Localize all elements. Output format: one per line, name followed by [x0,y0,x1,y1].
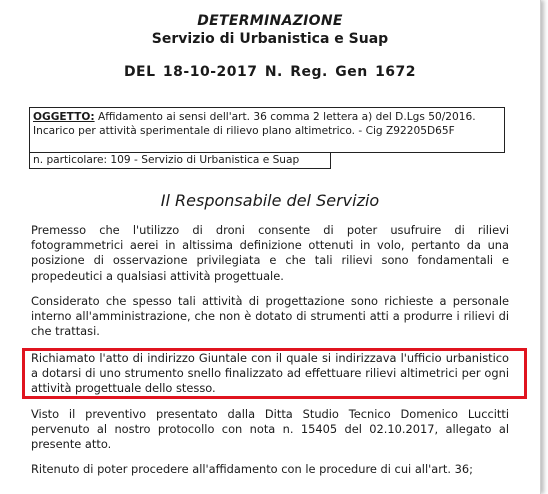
paragraph-visto: Visto il preventivo presentato dalla Ditta Studio Tecnico Domenico Luccitti pervenuto al nostro protocollo con nota n. 15405 del 02.10.2017, allegato al presente atto. [31,407,509,452]
document-title: DETERMINAZIONE [197,13,343,29]
particolare-box: n. particolare: 109 - Servizio di Urbanistica e Suap [29,153,331,169]
responsabile-heading: Il Responsabile del Servizio [160,191,380,210]
paragraph-premesso: Premesso che l'utilizzo di droni consente di poter usufruire di rilievi fotogrammetrici aerei in altissima definizione ottenuti in volo, pertanto da una posizione di osservazione privilegiata e che tali rilievi sono fondamentali e propedeutici a qualsiasi attività progettuale. [31,223,509,283]
oggetto-box [29,107,505,153]
paragraph-considerato: Considerato che spesso tali attività di progettazione sono richieste a personale interno all'amministrazione, che non è dotato di strumenti atti a produrre i rilievi di che trattasi. [31,294,509,339]
oggetto-text: Affidamento ai sensi dell'art. 36 comma 2 lettera a) del D.Lgs 50/2016. Incarico per attività sperimentale di rilievo plano altimetrico. - Cig Z92205D65F [33,111,476,137]
paragraph-richiamato: Richiamato l'atto di indirizzo Giuntale con il quale si indirizzava l'ufficio urbanistico a dotarsi di uno strumento snello finalizzato ad effettuare rilievi altimetrici per ogni attività progettuale dello stesso. [31,351,509,396]
paragraph-ritenuto: Ritenuto di poter procedere all'affidamento con le procedure di cui all'art. 36; [31,462,473,476]
date-registration: DEL 18-10-2017 N. Reg. Gen 1672 [123,64,417,80]
highlight-box [22,348,527,399]
service-name: Servizio di Urbanistica e Suap [151,31,389,47]
oggetto-label: OGGETTO: [33,111,95,123]
